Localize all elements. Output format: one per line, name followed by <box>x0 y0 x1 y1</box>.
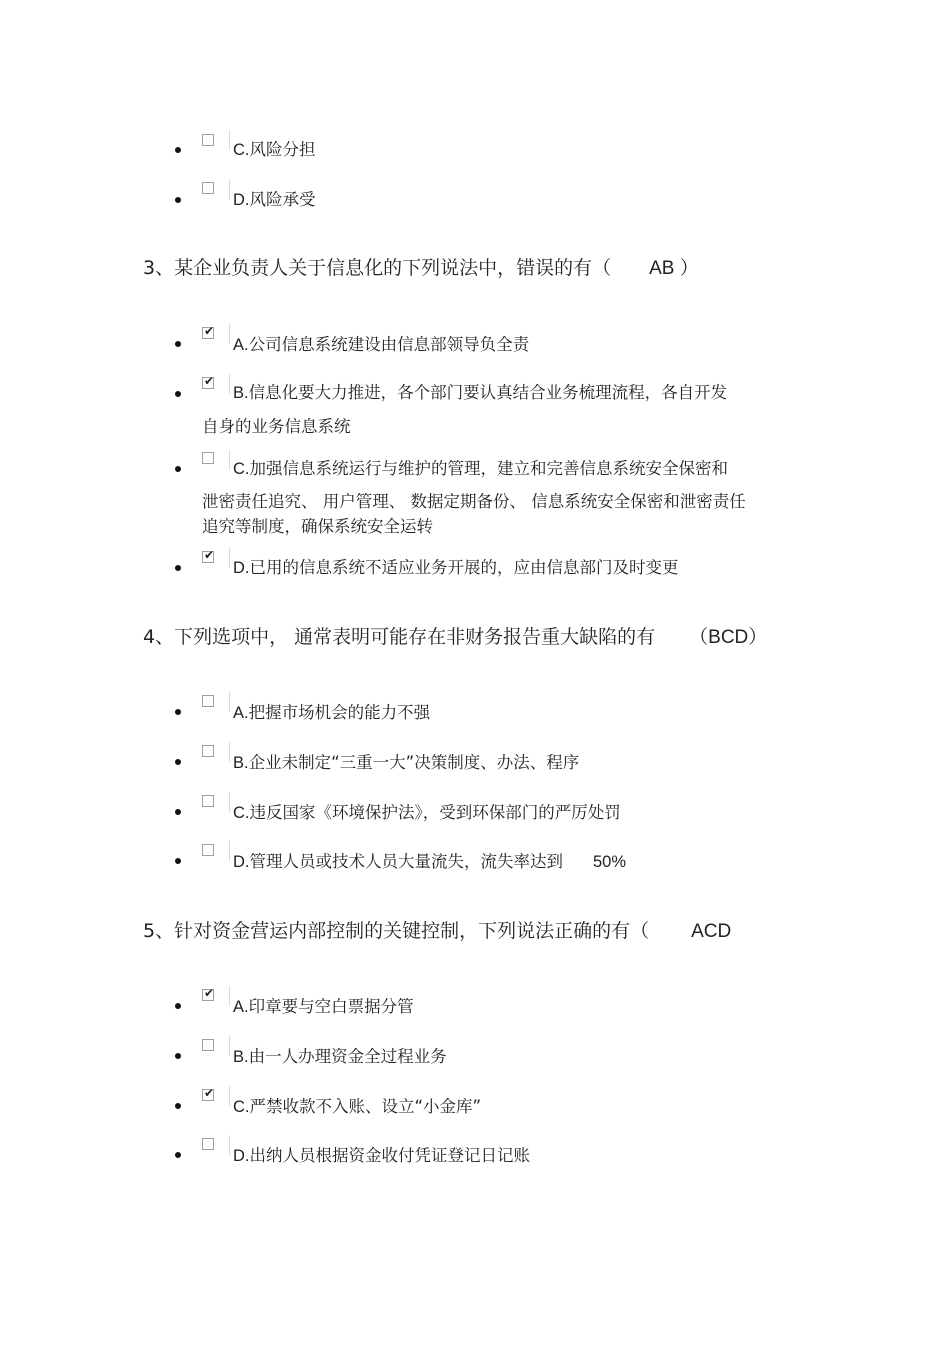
option-text <box>233 799 621 823</box>
checkbox-checked[interactable] <box>202 324 215 339</box>
option-label: 印章要与空白票据分管 <box>248 997 414 1016</box>
option-letter: C. <box>233 141 250 159</box>
checkbox-unchecked[interactable] <box>202 134 214 146</box>
option-letter: A. <box>233 704 249 722</box>
checkmark-icon: ✔ <box>204 324 215 338</box>
option-text <box>233 1142 530 1166</box>
option-label: 由一人办理资金全过程业务 <box>248 1047 447 1066</box>
option-label: 加强信息系统运行与维护的管理，建立和完善信息系统安全保密和 <box>249 459 728 478</box>
checkbox-edge <box>229 548 230 568</box>
option-label: 把握市场机会的能力不强 <box>248 703 431 722</box>
bullet <box>175 858 181 864</box>
checkbox-unchecked[interactable] <box>202 745 214 757</box>
option-text <box>233 136 316 160</box>
bullet <box>175 565 181 571</box>
checkbox-edge <box>229 324 230 344</box>
question-text: 5、针对资金营运内部控制的关键控制，下列说法正确的有（ <box>143 920 650 942</box>
option-label: 风险分担 <box>249 140 316 159</box>
option-text-line2: 泄密责任追究、 用户管理、 数据定期备份、 信息系统安全保密和泄密责任 <box>202 492 746 511</box>
checkbox-unchecked[interactable] <box>202 844 214 856</box>
option-suffix: 50% <box>593 853 627 871</box>
option-text <box>233 699 430 723</box>
option-letter: D. <box>233 559 250 577</box>
bullet <box>175 147 181 153</box>
bullet <box>175 466 181 472</box>
option-text <box>233 186 316 210</box>
option-letter: C. <box>233 804 250 822</box>
bullet <box>175 1053 181 1059</box>
option-letter: C. <box>233 460 250 478</box>
checkbox-unchecked[interactable] <box>202 1039 214 1051</box>
checkmark-icon: ✔ <box>204 548 215 562</box>
question-title <box>143 622 767 649</box>
option-letter: B. <box>233 754 249 772</box>
checkbox-unchecked[interactable] <box>202 452 214 464</box>
option-label: 公司信息系统建设由信息部领导负全责 <box>248 335 530 354</box>
checkmark-icon: ✔ <box>204 986 215 1000</box>
option-text-line3: 追究等制度，确保系统安全运转 <box>202 517 433 536</box>
option-label: 出纳人员根据资金收付凭证登记日记账 <box>249 1146 530 1165</box>
option-letter: C. <box>233 1098 250 1116</box>
option-text <box>233 554 679 578</box>
question-title <box>143 916 731 943</box>
question-answer: ACD <box>691 921 732 942</box>
option-label: 风险承受 <box>249 190 316 209</box>
bullet <box>175 759 181 765</box>
checkbox-checked[interactable] <box>202 548 215 563</box>
bullet <box>175 1003 181 1009</box>
option-letter: D. <box>233 853 250 871</box>
checkbox-edge <box>229 450 230 470</box>
bullet <box>175 809 181 815</box>
bullet <box>175 341 181 347</box>
option-letter: D. <box>233 191 250 209</box>
checkbox-edge <box>229 1036 230 1056</box>
question-answer: （BCD） <box>689 627 768 648</box>
option-text <box>233 848 626 872</box>
checkbox-checked[interactable] <box>202 986 215 1001</box>
checkbox-edge <box>229 1086 230 1106</box>
checkbox-unchecked[interactable] <box>202 182 214 194</box>
option-letter: D. <box>233 1147 250 1165</box>
option-letter: A. <box>233 998 249 1016</box>
checkbox-unchecked[interactable] <box>202 695 214 707</box>
checkbox-unchecked[interactable] <box>202 1138 214 1150</box>
option-text <box>233 1043 447 1067</box>
checkmark-icon: ✔ <box>204 1086 215 1100</box>
option-text-line2: 自身的业务信息系统 <box>202 417 351 436</box>
checkmark-icon: ✔ <box>204 374 215 388</box>
checkbox-checked[interactable] <box>202 1086 215 1101</box>
checkbox-edge <box>229 180 230 200</box>
bullet <box>175 709 181 715</box>
bullet <box>175 1103 181 1109</box>
option-label: 信息化要大力推进，各个部门要认真结合业务梳理流程，各自开发 <box>248 383 728 402</box>
question-text: 4、下列选项中， 通常表明可能存在非财务报告重大缺陷的有 <box>143 626 656 648</box>
option-text <box>233 379 727 403</box>
option-label: 违反国家《环境保护法》，受到环保部门的严厉处罚 <box>249 803 621 822</box>
bullet <box>175 1152 181 1158</box>
option-label: 企业未制定“三重一大”决策制度、办法、程序 <box>248 753 580 772</box>
bullet <box>175 391 181 397</box>
checkbox-edge <box>229 841 230 861</box>
question-text: 3、某企业负责人关于信息化的下列说法中，错误的有（ <box>143 257 612 279</box>
option-text <box>233 1093 481 1117</box>
checkbox-edge <box>229 692 230 712</box>
question-title <box>143 253 699 280</box>
question-answer: AB ） <box>649 258 699 279</box>
checkbox-edge <box>229 986 230 1006</box>
checkbox-edge <box>229 742 230 762</box>
option-letter: B. <box>233 1048 249 1066</box>
option-label: 管理人员或技术人员大量流失，流失率达到 <box>249 852 563 871</box>
option-text <box>233 331 529 355</box>
option-label: 严禁收款不入账、设立“小金库” <box>249 1097 482 1116</box>
checkbox-edge <box>229 374 230 394</box>
checkbox-edge <box>229 130 230 150</box>
option-text <box>233 455 728 479</box>
bullet <box>175 197 181 203</box>
checkbox-edge <box>229 1135 230 1155</box>
option-letter: A. <box>233 336 249 354</box>
checkbox-unchecked[interactable] <box>202 795 214 807</box>
checkbox-checked[interactable] <box>202 374 215 389</box>
option-text <box>233 749 579 773</box>
option-text <box>233 993 414 1017</box>
option-label: 已用的信息系统不适应业务开展的，应由信息部门及时变更 <box>249 558 679 577</box>
option-letter: B. <box>233 384 249 402</box>
checkbox-edge <box>229 792 230 812</box>
